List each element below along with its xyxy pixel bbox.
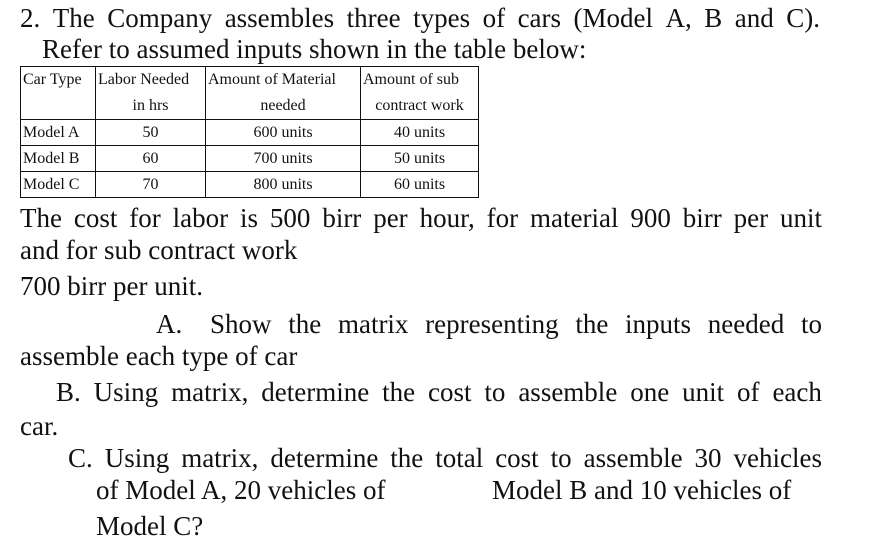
word: The <box>20 203 62 233</box>
word: the <box>382 377 416 407</box>
header-material: Amount of Material <box>206 67 361 93</box>
part-c-line-2-left: of Model A, 20 vehicles of <box>96 475 386 505</box>
word: each <box>772 377 822 407</box>
row-model: Model C <box>21 172 96 198</box>
word: the <box>575 309 609 339</box>
cost-line-2: and for sub contract work <box>20 235 298 265</box>
part-b-line-1 <box>56 376 822 408</box>
word: for <box>486 203 519 233</box>
row-labor: 50 <box>96 120 206 146</box>
row-subcontract: 40 units <box>361 120 479 146</box>
header-subcontract-unit: contract work <box>361 92 479 120</box>
word: is <box>240 203 259 233</box>
word: representing <box>425 309 559 339</box>
question-line-2: Refer to assumed inputs shown in the table below: <box>42 34 587 64</box>
header-labor: Labor Needed <box>96 67 206 93</box>
word: of <box>482 3 506 33</box>
word: Company <box>107 3 213 33</box>
row-subcontract: 60 units <box>361 172 479 198</box>
inputs-table <box>20 66 479 198</box>
part-a-line-1 <box>210 308 822 340</box>
word: Show <box>210 309 272 339</box>
word: C. <box>68 443 93 473</box>
word: assemble <box>518 377 618 407</box>
word: Using <box>93 377 159 407</box>
row-labor: 60 <box>96 146 206 172</box>
word: birr <box>682 203 722 233</box>
word: The <box>52 3 95 33</box>
table-row <box>21 146 479 172</box>
word: cost <box>73 203 118 233</box>
word: 500 <box>269 203 311 233</box>
word: total <box>435 443 484 473</box>
row-labor: 70 <box>96 172 206 198</box>
word: cost <box>495 443 539 473</box>
row-model: Model B <box>21 146 96 172</box>
question-line-1 <box>20 2 820 34</box>
word: vehicles <box>733 443 822 473</box>
word: matrix, <box>181 443 259 473</box>
word: to <box>800 309 822 339</box>
word: per <box>733 203 769 233</box>
word: (Model <box>573 3 654 33</box>
word: unit <box>779 203 822 233</box>
word: material <box>530 203 619 233</box>
part-a-line-2: assemble each type of car <box>20 341 298 371</box>
table-row <box>21 172 479 198</box>
word: 900 <box>630 203 671 233</box>
word: unit <box>682 377 725 407</box>
word: and <box>734 3 774 33</box>
word: cars <box>517 3 562 33</box>
word: B <box>704 3 723 33</box>
row-material: 600 units <box>206 120 361 146</box>
part-c-line-2-right: Model B and 10 vehicles of <box>492 475 792 505</box>
word: 2. <box>20 3 41 33</box>
word: 30 <box>694 443 722 473</box>
table-header-row-2 <box>21 92 479 120</box>
word: Using <box>104 443 170 473</box>
header-subcontract: Amount of sub <box>361 67 479 93</box>
row-material: 700 units <box>206 146 361 172</box>
table-row <box>21 120 479 146</box>
header-labor-unit: in hrs <box>96 92 206 120</box>
word: types <box>413 3 471 33</box>
word: labor <box>172 203 229 233</box>
word: matrix, <box>171 377 249 407</box>
word: determine <box>270 443 379 473</box>
word: assembles <box>224 3 335 33</box>
word: to <box>550 443 572 473</box>
word: per <box>373 203 408 233</box>
word: birr <box>322 203 362 233</box>
word: assemble <box>583 443 683 473</box>
cost-line-1 <box>20 202 822 234</box>
word: B. <box>56 377 81 407</box>
cost-line-3: 700 birr per unit. <box>20 271 203 301</box>
part-c-line-3: Model C? <box>96 511 204 541</box>
word: matrix <box>337 309 409 339</box>
word: one <box>630 377 670 407</box>
row-subcontract: 50 units <box>361 146 479 172</box>
row-material: 800 units <box>206 172 361 198</box>
word: C). <box>786 3 820 33</box>
word: three <box>346 3 401 33</box>
row-model: Model A <box>21 120 96 146</box>
word: cost <box>428 377 472 407</box>
word: A, <box>665 3 692 33</box>
part-c-line-1 <box>68 442 822 474</box>
word: to <box>484 377 506 407</box>
header-car-type-2 <box>21 92 96 120</box>
part-a-label: A. <box>156 309 183 339</box>
word: the <box>390 443 424 473</box>
word: for <box>129 203 161 233</box>
word: needed <box>707 309 785 339</box>
word: hour, <box>419 203 475 233</box>
word: inputs <box>625 309 692 339</box>
table-header-row-1 <box>21 67 479 93</box>
word: determine <box>261 377 370 407</box>
header-material-unit: needed <box>206 92 361 120</box>
word: of <box>737 377 760 407</box>
word: the <box>288 309 322 339</box>
part-b-line-2: car. <box>20 411 59 441</box>
header-car-type: Car Type <box>21 67 96 93</box>
